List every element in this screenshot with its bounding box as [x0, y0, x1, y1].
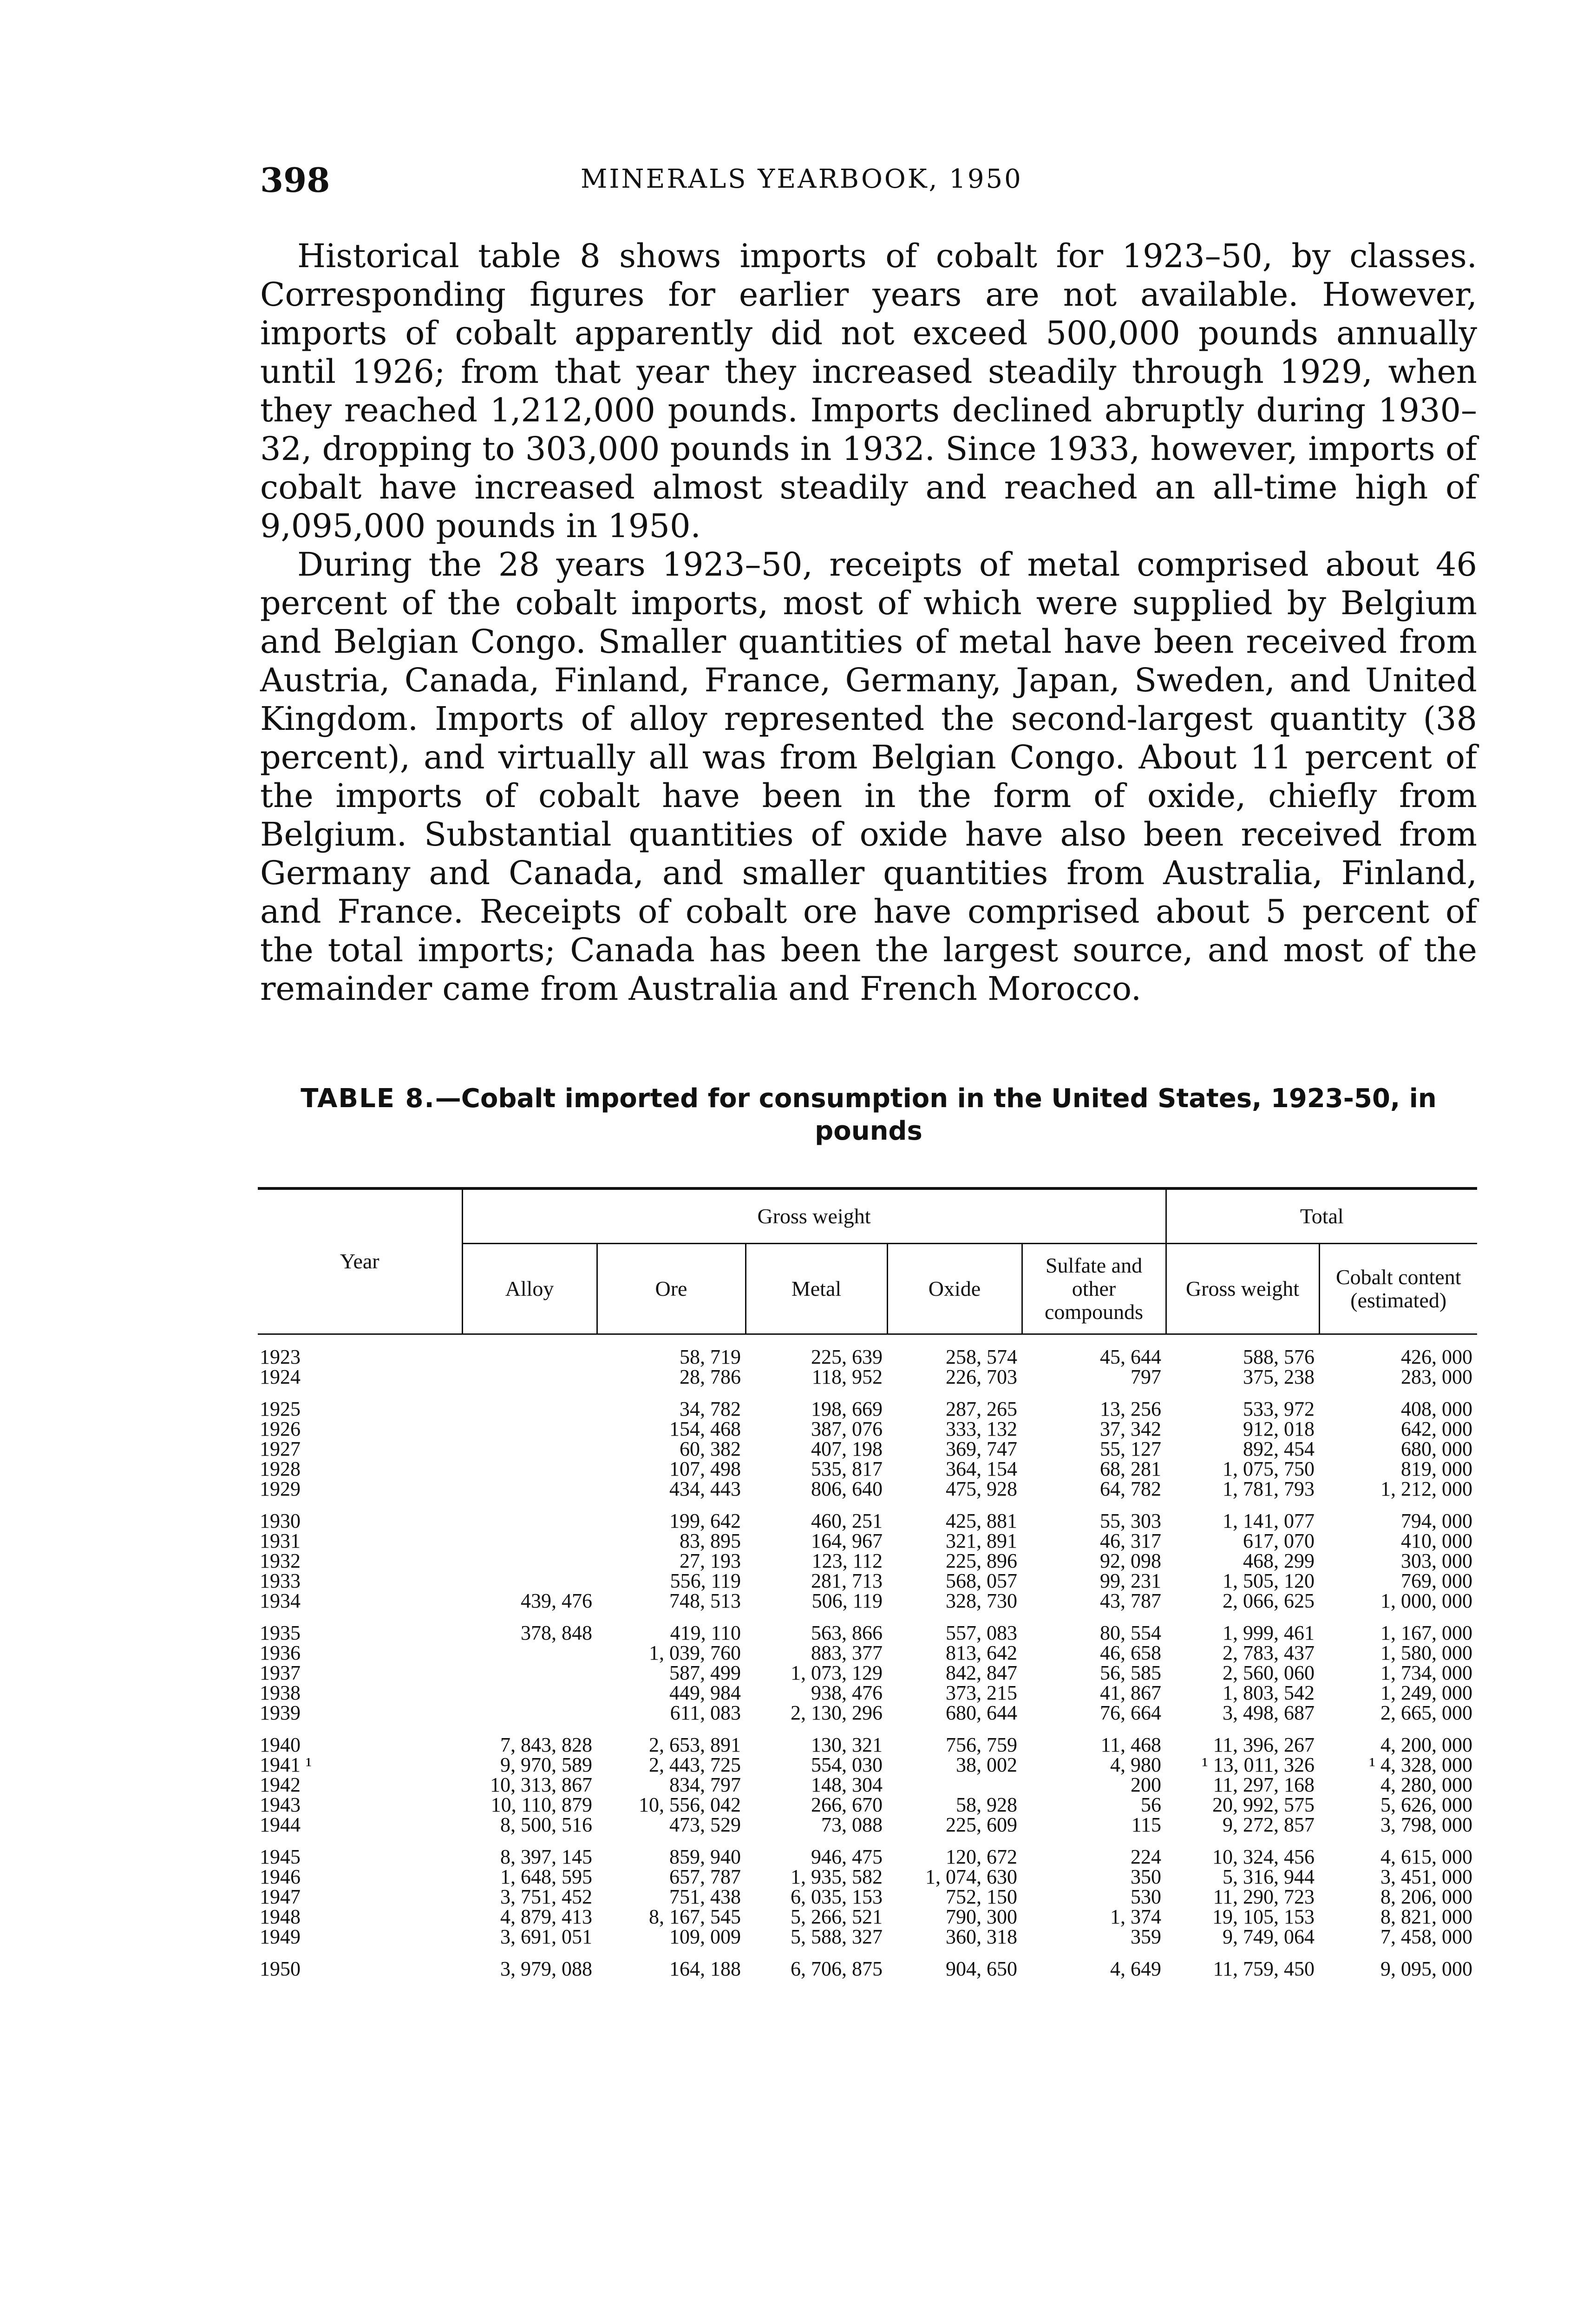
oxide-cell: 328, 730: [946, 1589, 1017, 1612]
gross-weight-cell: 3, 498, 687: [1223, 1701, 1315, 1724]
group-spacer: [258, 1387, 1477, 1399]
cobalt-content-cell: 426, 000: [1401, 1345, 1472, 1368]
sulfate-cell: 37, 342: [1100, 1417, 1161, 1440]
oxide-cell: 904, 650: [946, 1957, 1017, 1980]
ore-cell: 199, 642: [669, 1509, 741, 1532]
gross-weight-header: Gross weight: [462, 1190, 1166, 1243]
year-cell: 1936: [260, 1641, 301, 1664]
oxide-cell: 790, 300: [946, 1905, 1017, 1928]
sulfate-cell: 797: [1131, 1365, 1161, 1388]
oxide-cell: 842, 847: [946, 1661, 1017, 1684]
gross-weight-cell: 5, 316, 944: [1223, 1865, 1315, 1888]
year-cell: 1948: [260, 1905, 301, 1928]
cobalt-content-cell: 1, 580, 000: [1380, 1641, 1472, 1664]
gross-weight-cell: 1, 141, 077: [1223, 1509, 1315, 1532]
alloy-cell: [462, 1367, 597, 1387]
ore-cell: 859, 940: [669, 1845, 741, 1868]
alloy-cell: 1, 648, 595: [500, 1865, 592, 1888]
gross-weight-cell: 10, 324, 456: [1212, 1845, 1315, 1868]
metal-header: Metal: [746, 1243, 887, 1334]
oxide-cell: 225, 609: [946, 1813, 1017, 1836]
gross-weight-cell: 588, 576: [1243, 1345, 1315, 1368]
alloy-cell: 8, 397, 145: [500, 1845, 592, 1868]
alloy-cell: [462, 1551, 597, 1571]
ore-cell: 83, 895: [680, 1529, 741, 1552]
alloy-cell: [462, 1419, 597, 1439]
year-cell: 1926: [260, 1417, 301, 1440]
year-cell: 1946: [260, 1865, 301, 1888]
ore-cell: 58, 719: [680, 1345, 741, 1368]
gross-weight-cell: 11, 396, 267: [1213, 1733, 1315, 1756]
alloy-header: Alloy: [462, 1243, 597, 1334]
sulfate-cell: 45, 644: [1100, 1345, 1161, 1368]
group-spacer: [258, 1947, 1477, 1959]
oxide-cell: 287, 265: [946, 1397, 1017, 1420]
alloy-cell: 378, 848: [521, 1621, 592, 1644]
gross-weight-cell: 11, 759, 450: [1213, 1957, 1315, 1980]
metal-cell: 6, 035, 153: [791, 1885, 883, 1908]
metal-cell: 225, 639: [811, 1345, 883, 1368]
metal-cell: 883, 377: [811, 1641, 883, 1664]
ore-cell: 2, 653, 891: [649, 1733, 741, 1756]
ore-cell: 473, 529: [669, 1813, 741, 1836]
gross-weight-cell: 2, 560, 060: [1223, 1661, 1315, 1684]
sulfate-cell: 99, 231: [1100, 1569, 1161, 1592]
sulfate-cell: 80, 554: [1100, 1621, 1161, 1644]
alloy-cell: [462, 1511, 597, 1531]
gross-weight-cell: 11, 290, 723: [1213, 1885, 1315, 1908]
year-cell: 1947: [260, 1885, 301, 1908]
gross-weight-cell: 468, 299: [1243, 1549, 1315, 1572]
cobalt-content-cell: ¹ 4, 328, 000: [1369, 1753, 1472, 1776]
table-row: [258, 1439, 1477, 1459]
alloy-cell: [462, 1479, 597, 1499]
alloy-cell: 7, 843, 828: [500, 1733, 592, 1756]
alloy-cell: [462, 1571, 597, 1591]
oxide-cell: 120, 672: [946, 1845, 1017, 1868]
metal-cell: 535, 817: [811, 1457, 883, 1480]
gross-weight-cell: 9, 749, 064: [1223, 1925, 1315, 1948]
spacer-cell: [258, 1947, 1477, 1959]
alloy-cell: 439, 476: [521, 1589, 592, 1612]
cobalt-content-cell: 680, 000: [1401, 1437, 1472, 1460]
alloy-cell: [462, 1347, 597, 1367]
metal-cell: 938, 476: [811, 1681, 883, 1704]
year-header: Year: [340, 1249, 379, 1273]
gross-weight-cell: 9, 272, 857: [1223, 1813, 1315, 1836]
oxide-cell: 369, 747: [946, 1437, 1017, 1460]
sulfate-cell: 56: [1141, 1793, 1161, 1816]
year-cell: 1934: [260, 1589, 301, 1612]
metal-cell: 148, 304: [811, 1773, 883, 1796]
metal-cell: 387, 076: [811, 1417, 883, 1440]
oxide-cell: 373, 215: [946, 1681, 1017, 1704]
oxide-cell: 475, 928: [946, 1477, 1017, 1500]
sulfate-cell: 68, 281: [1100, 1457, 1161, 1480]
cobalt-content-cell: 819, 000: [1401, 1457, 1472, 1480]
year-cell: 1930: [260, 1509, 301, 1532]
ore-cell: 8, 167, 545: [649, 1905, 741, 1928]
spacer-cell: [258, 1835, 1477, 1847]
table-row: [258, 1531, 1477, 1551]
metal-cell: 563, 866: [811, 1621, 883, 1644]
oxide-cell: [887, 1775, 1022, 1795]
gross-weight-cell: 11, 297, 168: [1213, 1773, 1315, 1796]
oxide-cell: 258, 574: [946, 1345, 1017, 1368]
group-spacer: [258, 1334, 1477, 1347]
sulfate-cell: 4, 649: [1110, 1957, 1161, 1980]
metal-cell: 130, 321: [811, 1733, 883, 1756]
oxide-cell: 756, 759: [946, 1733, 1017, 1756]
metal-cell: 1, 073, 129: [791, 1661, 883, 1684]
metal-cell: 1, 935, 582: [791, 1865, 883, 1888]
metal-cell: 407, 198: [811, 1437, 883, 1460]
group-spacer: [258, 1611, 1477, 1623]
cobalt-content-cell: 769, 000: [1401, 1569, 1472, 1592]
gross-weight-cell: 1, 803, 542: [1223, 1681, 1315, 1704]
year-cell: 1933: [260, 1569, 301, 1592]
oxide-header: Oxide: [887, 1243, 1022, 1334]
oxide-cell: 680, 644: [946, 1701, 1017, 1724]
year-cell: 1944: [260, 1813, 301, 1836]
alloy-cell: [462, 1643, 597, 1663]
year-cell: 1923: [260, 1345, 301, 1368]
table-row: [258, 1755, 1477, 1775]
gross-weight-cell: 20, 992, 575: [1212, 1793, 1315, 1816]
metal-cell: 5, 588, 327: [791, 1925, 883, 1948]
oxide-cell: 321, 891: [946, 1529, 1017, 1552]
sulfate-cell: 64, 782: [1100, 1477, 1161, 1500]
alloy-cell: [462, 1531, 597, 1551]
metal-cell: 554, 030: [811, 1753, 883, 1776]
ore-cell: 449, 984: [669, 1681, 741, 1704]
metal-cell: 806, 640: [811, 1477, 883, 1500]
cobalt-content-cell: 8, 206, 000: [1380, 1885, 1472, 1908]
gross-weight-cell: 912, 018: [1243, 1417, 1315, 1440]
ore-cell: 611, 083: [670, 1701, 741, 1724]
alloy-cell: 8, 500, 516: [500, 1813, 592, 1836]
year-cell: 1938: [260, 1681, 301, 1704]
table-row: [258, 1643, 1477, 1663]
alloy-cell: 4, 879, 413: [500, 1905, 592, 1928]
spacer-cell: [258, 1611, 1477, 1623]
cobalt-content-cell: 4, 615, 000: [1380, 1845, 1472, 1868]
cobalt-content-cell: 4, 200, 000: [1380, 1733, 1472, 1756]
metal-cell: 460, 251: [811, 1509, 883, 1532]
alloy-cell: 3, 751, 452: [500, 1885, 592, 1908]
group-spacer: [258, 1499, 1477, 1511]
gross-weight-cell: 617, 070: [1243, 1529, 1315, 1552]
cobalt-content-cell: 1, 000, 000: [1380, 1589, 1472, 1612]
oxide-cell: 425, 881: [946, 1509, 1017, 1532]
gross-weight-cell: 1, 075, 750: [1223, 1457, 1315, 1480]
table-row: [258, 1795, 1477, 1815]
year-cell: 1932: [260, 1549, 301, 1572]
metal-cell: 5, 266, 521: [791, 1905, 883, 1928]
sulfate-cell: 200: [1131, 1773, 1161, 1796]
ore-cell: 28, 786: [680, 1365, 741, 1388]
cobalt-content-cell: 9, 095, 000: [1380, 1957, 1472, 1980]
cobalt-content-cell: 5, 626, 000: [1380, 1793, 1472, 1816]
table-row: [258, 1683, 1477, 1703]
table-row: [258, 1623, 1477, 1643]
spacer-cell: [258, 1723, 1477, 1735]
sulfate-cell: 43, 787: [1100, 1589, 1161, 1612]
table-row: [258, 1479, 1477, 1499]
paragraph: During the 28 years 1923–50, receipts of metal comprised about 46 percent of the cobalt imports, most of which were supplied by Belgium and Belgian Congo. Smaller quantities of metal have been received from Austria, Canada, Finland, France, Germany, Japan, Sweden, and United Kingdom. Imports of alloy represented the second-largest quantity (38 percent), and virtually all was from Belgian Congo. About 11 percent of the imports of cobalt have been in the form of oxide, chiefly from Belgium. Substantial quantities of oxide have also been received from Germany and Canada, and smaller quantities from Australia, Finland, and France. Receipts of cobalt ore have comprised about 5 percent of the total imports; Canada has been the largest source, and most of the remainder came from Australia and French Morocco.: [260, 545, 1477, 1008]
sulfate-header: Sulfate and other compounds: [1022, 1243, 1166, 1334]
table-body: [258, 1334, 1477, 1979]
oxide-cell: 38, 002: [956, 1753, 1017, 1776]
oxide-cell: 813, 642: [946, 1641, 1017, 1664]
table-title: [260, 1083, 1477, 1148]
cobalt-imports-table: [258, 1187, 1477, 1979]
sulfate-cell: 224: [1131, 1845, 1161, 1868]
year-cell: 1945: [260, 1845, 301, 1868]
ore-cell: 34, 782: [680, 1397, 741, 1420]
table-row: [258, 1571, 1477, 1591]
table-row: [258, 1867, 1477, 1887]
oxide-cell: 1, 074, 630: [925, 1865, 1017, 1888]
alloy-cell: [462, 1703, 597, 1723]
metal-cell: 73, 088: [821, 1813, 883, 1836]
total-header: Total: [1166, 1190, 1477, 1243]
year-cell: 1935: [260, 1621, 301, 1644]
cobalt-content-cell: 410, 000: [1401, 1529, 1472, 1552]
oxide-cell: 364, 154: [946, 1457, 1017, 1480]
table-caption: —Cobalt imported for consumption in the United States, 1923-50, in pounds: [435, 1083, 1437, 1146]
year-cell: 1941 ¹: [260, 1753, 312, 1776]
ore-cell: 27, 193: [680, 1549, 741, 1572]
ore-cell: 10, 556, 042: [639, 1793, 741, 1816]
ore-cell: 164, 188: [669, 1957, 741, 1980]
cobalt-content-cell: 3, 798, 000: [1380, 1813, 1472, 1836]
metal-cell: 2, 130, 296: [791, 1701, 883, 1724]
ore-header: Ore: [597, 1243, 746, 1334]
table-row: [258, 1399, 1477, 1419]
metal-cell: 123, 112: [811, 1549, 883, 1572]
table-row: [258, 1887, 1477, 1907]
gross-weight-cell: 1, 781, 793: [1223, 1477, 1315, 1500]
gross-weight-cell: 2, 783, 437: [1223, 1641, 1315, 1664]
gross-weight-cell: 19, 105, 153: [1212, 1905, 1315, 1928]
cobalt-content-cell: 794, 000: [1401, 1509, 1472, 1532]
sulfate-cell: 46, 658: [1100, 1641, 1161, 1664]
alloy-cell: [462, 1459, 597, 1479]
ore-cell: 154, 468: [669, 1417, 741, 1440]
sulfate-cell: 13, 256: [1100, 1397, 1161, 1420]
metal-cell: 6, 706, 875: [791, 1957, 883, 1980]
metal-cell: 281, 713: [811, 1569, 883, 1592]
sulfate-cell: 55, 127: [1100, 1437, 1161, 1460]
metal-cell: 946, 475: [811, 1845, 883, 1868]
paragraph: Historical table 8 shows imports of cobalt for 1923–50, by classes. Corresponding figures for earlier years are not available. However, imports of cobalt apparently did not exceed 500,000 pounds annually until 1926; from that year they increased steadily through 1929, when they reached 1,212,000 pounds. Imports declined abruptly during 1930–32, dropping to 303,000 pounds in 1932. Since 1933, however, imports of cobalt have increased almost steadily and reached an all-time high of 9,095,000 pounds in 1950.: [260, 237, 1477, 545]
ore-cell: 434, 443: [669, 1477, 741, 1500]
running-head: MINERALS YEARBOOK, 1950: [581, 164, 1023, 194]
cobalt-content-cell: 4, 280, 000: [1380, 1773, 1472, 1796]
metal-cell: 266, 670: [811, 1793, 883, 1816]
sulfate-cell: 1, 374: [1110, 1905, 1161, 1928]
year-cell: 1929: [260, 1477, 301, 1500]
body-text: [260, 237, 1477, 1008]
gross-weight-cell: 533, 972: [1243, 1397, 1315, 1420]
sulfate-cell: 76, 664: [1100, 1701, 1161, 1724]
cobalt-content-header: Cobalt content (estimated): [1319, 1243, 1477, 1334]
ore-cell: 657, 787: [669, 1865, 741, 1888]
table-row: [258, 1419, 1477, 1439]
table-row: [258, 1511, 1477, 1531]
sulfate-cell: 359: [1131, 1925, 1161, 1948]
cobalt-content-cell: 2, 665, 000: [1380, 1701, 1472, 1724]
metal-cell: 118, 952: [811, 1365, 883, 1388]
year-cell: 1925: [260, 1397, 301, 1420]
sulfate-cell: 4, 980: [1110, 1753, 1161, 1776]
year-cell: 1940: [260, 1733, 301, 1756]
cobalt-content-cell: 1, 212, 000: [1380, 1477, 1472, 1500]
sulfate-cell: 11, 468: [1100, 1733, 1161, 1756]
year-cell: 1942: [260, 1773, 301, 1796]
cobalt-content-cell: 7, 458, 000: [1380, 1925, 1472, 1948]
sulfate-cell: 350: [1131, 1865, 1161, 1888]
sulfate-cell: 46, 317: [1100, 1529, 1161, 1552]
table-row: [258, 1459, 1477, 1479]
spacer-cell: [258, 1387, 1477, 1399]
alloy-cell: [462, 1683, 597, 1703]
sulfate-cell: 55, 303: [1100, 1509, 1161, 1532]
cobalt-content-cell: 1, 249, 000: [1380, 1681, 1472, 1704]
table-row: [258, 1703, 1477, 1723]
table-row: [258, 1347, 1477, 1367]
cobalt-content-cell: 3, 451, 000: [1380, 1865, 1472, 1888]
alloy-cell: [462, 1399, 597, 1419]
cobalt-content-cell: 642, 000: [1401, 1417, 1472, 1440]
year-cell: 1943: [260, 1793, 301, 1816]
year-cell: 1949: [260, 1925, 301, 1948]
oxide-cell: 225, 896: [946, 1549, 1017, 1572]
table-row: [258, 1907, 1477, 1927]
oxide-cell: 557, 083: [946, 1621, 1017, 1644]
spacer-cell: [258, 1334, 1477, 1347]
sulfate-cell: 41, 867: [1100, 1681, 1161, 1704]
sulfate-cell: 530: [1131, 1885, 1161, 1908]
table-row: [258, 1927, 1477, 1947]
alloy-cell: 3, 691, 051: [500, 1925, 592, 1948]
table-row: [258, 1847, 1477, 1867]
alloy-cell: [462, 1439, 597, 1459]
year-cell: 1927: [260, 1437, 301, 1460]
gross-weight-cell: 375, 238: [1243, 1365, 1315, 1388]
oxide-cell: 360, 318: [946, 1925, 1017, 1948]
alloy-cell: 10, 110, 879: [491, 1793, 592, 1816]
table-row: [258, 1959, 1477, 1979]
gross-total-header: Gross weight: [1166, 1243, 1319, 1334]
ore-cell: 2, 443, 725: [649, 1753, 741, 1776]
alloy-cell: [462, 1663, 597, 1683]
ore-cell: 1, 039, 760: [649, 1641, 741, 1664]
cobalt-content-cell: 1, 734, 000: [1380, 1661, 1472, 1684]
gross-weight-cell: 1, 999, 461: [1223, 1621, 1315, 1644]
metal-cell: 506, 119: [811, 1589, 883, 1612]
oxide-cell: 568, 057: [946, 1569, 1017, 1592]
oxide-cell: 226, 703: [946, 1365, 1017, 1388]
gross-weight-cell: 1, 505, 120: [1223, 1569, 1315, 1592]
page-header: [260, 160, 1477, 202]
ore-cell: 751, 438: [669, 1885, 741, 1908]
table-row: [258, 1551, 1477, 1571]
ore-cell: 556, 119: [670, 1569, 741, 1592]
ore-cell: 748, 513: [669, 1589, 741, 1612]
sulfate-cell: 56, 585: [1100, 1661, 1161, 1684]
ore-cell: 109, 009: [669, 1925, 741, 1948]
alloy-cell: 10, 313, 867: [490, 1773, 592, 1796]
gross-weight-cell: 2, 066, 625: [1223, 1589, 1315, 1612]
group-spacer: [258, 1835, 1477, 1847]
ore-cell: 107, 498: [669, 1457, 741, 1480]
ore-cell: 587, 499: [669, 1661, 741, 1684]
table-row: [258, 1775, 1477, 1795]
ore-cell: 60, 382: [680, 1437, 741, 1460]
year-cell: 1924: [260, 1365, 301, 1388]
year-cell: 1928: [260, 1457, 301, 1480]
oxide-cell: 58, 928: [956, 1793, 1017, 1816]
ore-cell: 834, 797: [669, 1773, 741, 1796]
cobalt-content-cell: 303, 000: [1401, 1549, 1472, 1572]
alloy-cell: 9, 970, 589: [500, 1753, 592, 1776]
oxide-cell: 752, 150: [946, 1885, 1017, 1908]
gross-weight-cell: 892, 454: [1243, 1437, 1315, 1460]
spacer-cell: [258, 1499, 1477, 1511]
year-cell: 1931: [260, 1529, 301, 1552]
cobalt-content-cell: 283, 000: [1401, 1365, 1472, 1388]
metal-cell: 164, 967: [811, 1529, 883, 1552]
gross-weight-cell: ¹ 13, 011, 326: [1202, 1753, 1315, 1776]
cobalt-content-cell: 8, 821, 000: [1380, 1905, 1472, 1928]
year-cell: 1937: [260, 1661, 301, 1684]
table-row: [258, 1815, 1477, 1835]
cobalt-content-cell: 408, 000: [1401, 1397, 1472, 1420]
table-row: [258, 1735, 1477, 1755]
metal-cell: 198, 669: [811, 1397, 883, 1420]
alloy-cell: 3, 979, 088: [500, 1957, 592, 1980]
table-row: [258, 1591, 1477, 1611]
ore-cell: 419, 110: [670, 1621, 741, 1644]
sulfate-cell: 115: [1131, 1813, 1161, 1836]
cobalt-content-cell: 1, 167, 000: [1380, 1621, 1472, 1644]
sulfate-cell: 92, 098: [1100, 1549, 1161, 1572]
oxide-cell: 333, 132: [946, 1417, 1017, 1440]
year-cell: 1950: [260, 1957, 301, 1980]
table-row: [258, 1663, 1477, 1683]
table-row: [258, 1367, 1477, 1387]
table-label: TABLE 8.: [301, 1083, 435, 1114]
page-number: 398: [260, 160, 330, 200]
group-spacer: [258, 1723, 1477, 1735]
year-cell: 1939: [260, 1701, 301, 1724]
